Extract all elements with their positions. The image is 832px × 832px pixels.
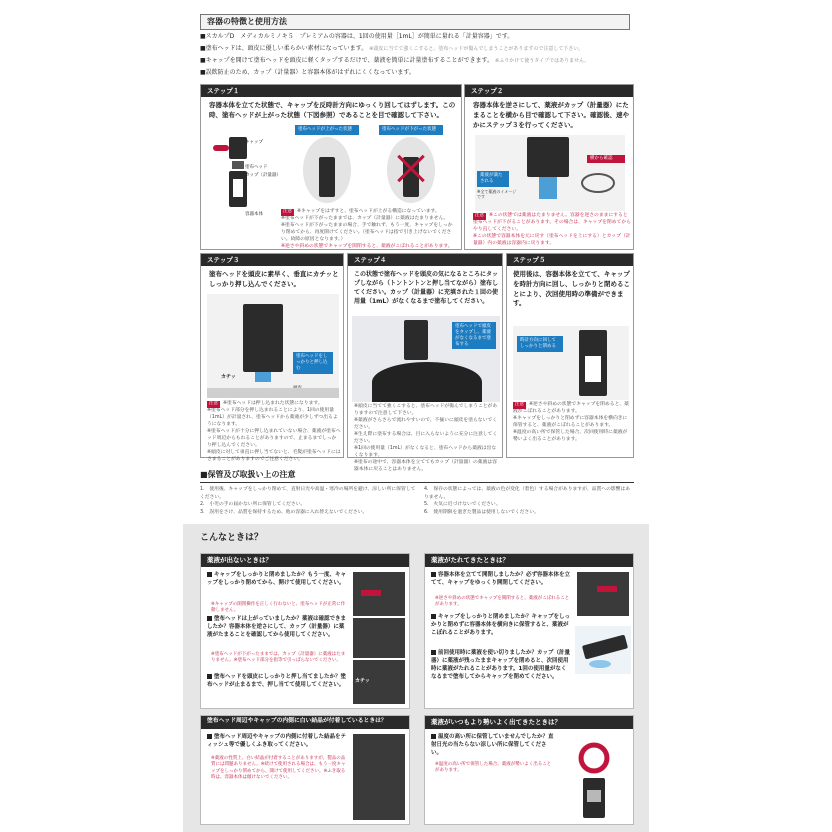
step-2-text: 容器本体を逆さにして、薬液がカップ（計量器）にたまることを横から目で確認して下さい。確認後、速やかにステップ３を行ってください。	[473, 101, 629, 129]
step-5-notes: 注意 ※逆さや斜めの状態でキャップを閉めると、薬液がこぼれることがあります。 ※キャップをしっかりと閉めずに容器本体を横向きに保管すると、薬液がこぼれることがあります。 ※温度の高い所で保管した場合、次回使用時に薬液が勢いよく出ることがあります。	[513, 402, 629, 442]
bullet-icon	[207, 674, 212, 679]
photo-crystals	[353, 734, 405, 820]
list-item: 5. 火気に近づけないでください。	[424, 502, 501, 508]
step-2-label: ステップ２	[465, 85, 633, 97]
bullet-icon	[431, 614, 436, 619]
faq-box-title: 薬液がいつもより勢いよく出てきたときは？	[425, 716, 633, 729]
faq-note: ※薬液の性質上、白い結晶が付着することがありますが、製品の品質には問題ありません。※続けて使用される場合は、もう一度キャップをしっかり閉めてから、開けて使用してください。※ふき取る時は、容器本体は傾けないでください。	[211, 756, 346, 780]
bullet-icon	[431, 572, 436, 577]
callout-close: 時計方向に回してしっかりと閉める	[517, 336, 563, 352]
faq-box-title: 薬液が出ないときは？	[201, 554, 409, 567]
label-illustration	[587, 790, 601, 802]
step-4-notes: ※頭皮に当てて強くこすると、塗布ヘッドが傷んでしまうことがありますので注意して下さい。 ※薬液がさらさらで流れやすいので、不揃いに頭皮を塗らないでください。 ※生え際に塗布する場合は、目に入らないように充分に注意してください。 ※1回の使用量（1mL）がなくなると、塗布ヘッドから薬液は出なくなります。 ※塗布の途中で、容器本体を立ててもカップ（計量器）の薬液は容器本体に戻ることはありません。	[354, 404, 498, 472]
step-3-text: 塗布ヘッドを頭皮に素早く、垂直にカチッとしっかり押し込んでください。	[209, 270, 339, 288]
step-3-notes: 注意 ※塗布ヘッドは押し込まれた状態になります。 ※塗布ヘッド部分を押し込まれることにより、1回の使用量（1mL）が計量され、塗布ヘッドから薬液が少しずつ出るようになります。 ※塗布ヘッドが十分に押し込まれていない場合、薬液が塗布ヘッド周辺からもれることがありますので、止まるまでしっかり押し込んでください。 ※頭皮に対して垂直に押し当てないと、毛髪が塗布ヘッドにはさまることがありますのでご注意ください。	[207, 401, 341, 462]
part-label-cup: カップ（計量器）	[245, 173, 281, 178]
faq-box-title: 薬液がたれてきたときは？	[425, 554, 633, 567]
faq-box-title: 塗布ヘッド周辺やキャップの内側に白い結晶が付着しているときは？	[201, 716, 409, 729]
step-3-illustration	[207, 294, 339, 398]
faq-item: 温度の高い所に保管していませんでしたか？直射日光の当たらない涼しい所に保管してください。	[431, 734, 554, 756]
list-item: 6. 使用期限を過ぎた製品は使用しないでください。	[424, 510, 539, 516]
bullet-icon	[207, 572, 212, 577]
step-1-text: 容器本体を立てた状態で、キャップを反時計方向にゆっくり回してはずします。この時、塗布ヘッドが上がった状態（下図参照）であることを目で確認して下さい。	[209, 101, 456, 119]
list-item: 1. 使用後、キャップをしっかり閉めて、直射日光や高温・寒冷の場所を避け、涼しい所に保管してください。	[200, 487, 416, 500]
step-5-label: ステップ５	[507, 254, 633, 266]
sideways-bottle	[582, 635, 628, 660]
faq-item: 塗布ヘッド周辺やキャップの内側に付着した結晶をティッシュ等で優しくふき取ってください。	[207, 734, 347, 748]
inverted-bottle	[527, 137, 569, 177]
bullet-icon	[207, 616, 212, 621]
head-up-bottle	[319, 157, 335, 197]
faq-note: ※キャップの開閉操作を正しく行わないと、塗布ヘッドが正常に作動しません。	[211, 602, 346, 614]
care-title: ■保管及び取扱い上の注意	[200, 470, 296, 479]
intro-line-4: ■誤飲防止のため、カップ（計量器）と容器本体がはずれにくくなっています。	[200, 69, 415, 76]
bullet-icon	[207, 734, 212, 739]
faq-item: キャップをしっかりと閉めましたか？キャップをしっかりと閉めずに容器本体を横向きに保管すると、薬液がこぼれることがあります。	[431, 614, 571, 636]
leak-puddle	[589, 660, 611, 668]
faq-box-dripping	[424, 553, 634, 709]
faq-note: ※温度の高い所で保管した場合、薬液が勢いよく出ることがあります。	[435, 762, 552, 774]
callout-head-down: 塗布ヘッドが下がった状態	[379, 125, 443, 135]
step-4-illustration	[352, 316, 500, 402]
step-4-label: ステップ４	[348, 254, 502, 266]
faq-item: 塗布ヘッドは上がっていましたか？薬液は確認できましたか？容器本体を逆さにして、カップ（計量器）に薬液がたまることを確認してから使用してください。	[207, 616, 347, 638]
label-illustration	[233, 179, 243, 197]
tapping-bottle	[404, 320, 428, 360]
step-2-notes: 注意 ※この状態では薬液はたまりません。容器を逆さのままにすると塗布ヘッドが下がることがあります。その場合は、キャップを閉めてからやり直してください。 ※この状態で容器本体を元に戻す（塗布ヘッドを上にする）とカップ（計量器）内の薬液は容器内に戻ります。	[473, 213, 631, 246]
rotate-arrow-icon	[361, 590, 381, 596]
faq-box-no-liquid	[200, 553, 410, 709]
step-2-illustration	[475, 135, 625, 211]
list-item: 2. 小児の手の届かない所に保管してください。	[200, 502, 306, 508]
closed-bottle	[579, 330, 607, 396]
step-1-label: ステップ１	[201, 85, 461, 97]
faq-title: こんなときは？	[200, 533, 264, 543]
hair-illustration	[372, 362, 482, 402]
scalp-illustration	[207, 388, 339, 398]
label-illustration	[585, 356, 601, 382]
intro-line-2: ■塗布ヘッドは、頭皮に優しい柔らかい素材になっています。 ※頭皮に当てて強くこすると、塗布ヘッドが傷んでしまうことがありますので注意して下さい。	[200, 45, 584, 52]
step-1-notes: 注意 ※キャップをはずすと、塗布ヘッドが上がる構造になっています。 ※塗布ヘッドが下がったままでは、カップ（計量器）に薬液はたまりません。 ※塗布ヘッドが下がったままの場合、手で触れず、もう一度、キャップをしっかり閉めてから、再度開けてください。（塗布ヘッドは指で引き上げないでください。故障の原因となります。） ※逆さや斜めの状態でキャップを開閉すると、薬液がこぼれることがあります。	[281, 209, 453, 249]
bullet-icon	[431, 650, 436, 655]
faq-item: キャップをしっかりと閉めましたか？もう一度、キャップをしっかり閉めてから、開けて使用してください。	[207, 572, 347, 586]
photo-upright-open	[577, 572, 629, 616]
bullet-icon	[431, 734, 436, 739]
click-label: カチッ	[355, 678, 370, 684]
photo-head-press	[353, 660, 405, 704]
care-list-right	[424, 486, 634, 517]
faq-item: 前回使用時に薬液を使い切りましたか？カップ（計量器）に薬液が残ったままキャップを閉めると、次回使用時に薬液がたれることがあります。1回の使用量がなくなるまで塗布してからキャップを閉めてください。	[431, 650, 570, 680]
step-4-text: この状態で塗布ヘッドを頭皮の気になるところにタップしながら（トントントンと押し当てながら）塗布してください。カップ（計量器）に充填された１回の使用量（1mL）がなくなるまで塗布してください。	[354, 271, 499, 305]
step-5-text: 使用後は、容器本体を立てて、キャップを時計方向に回し、しっかりと閉めることにより、次回使用時の準備ができます。	[513, 270, 630, 308]
step-3-panel	[200, 253, 344, 462]
eye-icon	[581, 173, 615, 193]
step-3-label: ステップ３	[201, 254, 343, 266]
bottle-illustration	[583, 778, 605, 818]
sun-burst-icon	[567, 738, 621, 778]
faq-item: 容器本体を立てて開閉しましたか？必ず容器本体を立てて、キャップをゆっくり開閉してください。	[431, 572, 571, 586]
part-label-container: 容器本体	[245, 212, 263, 217]
faq-note: ※塗布ヘッドが下がったままでは、カップ（計量器）に薬液はたまりません。※塗布ヘッド部分を指等で引っぱらないでください。	[211, 652, 346, 664]
faq-item: 塗布ヘッドを頭皮にしっかりと押し当てましたか？塗布ヘッドが止まるまで、押し当てて使用してください。	[207, 674, 347, 688]
part-label-head: 塗布ヘッド	[245, 165, 268, 170]
head-down-illustration	[387, 137, 435, 203]
head-illustration	[232, 161, 244, 169]
intro-line-3: ■キャップを開けて塗布ヘッドを頭皮に軽くタップするだけで、薬液を簡単に計量塗布することができます。 ※ふりかけて使うタイプではありません。	[200, 57, 590, 64]
part-label-cap: キャップ	[245, 140, 263, 145]
step-1-panel	[200, 84, 462, 250]
care-list-left	[200, 486, 416, 517]
callout-side: 横から確認	[587, 155, 625, 163]
step-5-panel	[506, 253, 634, 458]
photo-head-up	[353, 618, 405, 658]
head-pressed	[255, 372, 271, 382]
step-2-panel	[464, 84, 634, 250]
faq-box-strong-flow	[424, 715, 634, 825]
step-5-illustration	[513, 326, 629, 400]
photo-heat	[561, 734, 627, 820]
divider	[200, 482, 634, 483]
section-title: 容器の特徴と使用方法	[200, 14, 630, 30]
photo-sideways-leak	[575, 626, 631, 674]
click-label: カチッ	[221, 374, 236, 380]
head-up-illustration	[303, 137, 351, 203]
callout-press: 塗布ヘッドをしっかりと押し込む	[293, 352, 333, 374]
list-item: 4. 保存の状態によっては、薬液の色が変化（着色）する場合がありますが、品質への影響はありません。	[424, 487, 631, 500]
faq-box-crystals	[200, 715, 410, 825]
list-item: 3. 誤用をさけ、品質を保持するため、他の容器に入れ替えないでください。	[200, 510, 368, 516]
callout-head-up: 塗布ヘッドが上がった状態	[295, 125, 359, 135]
rotate-arrow-icon	[213, 145, 229, 151]
liquid-cup	[539, 177, 557, 199]
callout-liquid: 薬液が満たされる	[477, 171, 509, 187]
photo-cap-close	[353, 572, 405, 616]
rotate-arrow-icon	[597, 586, 617, 592]
pressing-bottle	[243, 304, 283, 372]
intro-line-1: ■スカルプD メディカルミノキ５ プレミアムの容器は、1回の使用量［1mL］が簡単に量れる「計量容器」です。	[200, 33, 514, 40]
faq-note: ※逆さや斜めの状態でキャップを開閉すると、薬液がこぼれることがあります。	[435, 596, 570, 608]
callout-tap: 塗布ヘッドで頭皮をタップし、薬液がなくなるまで塗布する	[452, 322, 496, 349]
step-4-panel	[347, 253, 503, 472]
image-caption: ※全て薬液のイメージです	[477, 189, 517, 200]
